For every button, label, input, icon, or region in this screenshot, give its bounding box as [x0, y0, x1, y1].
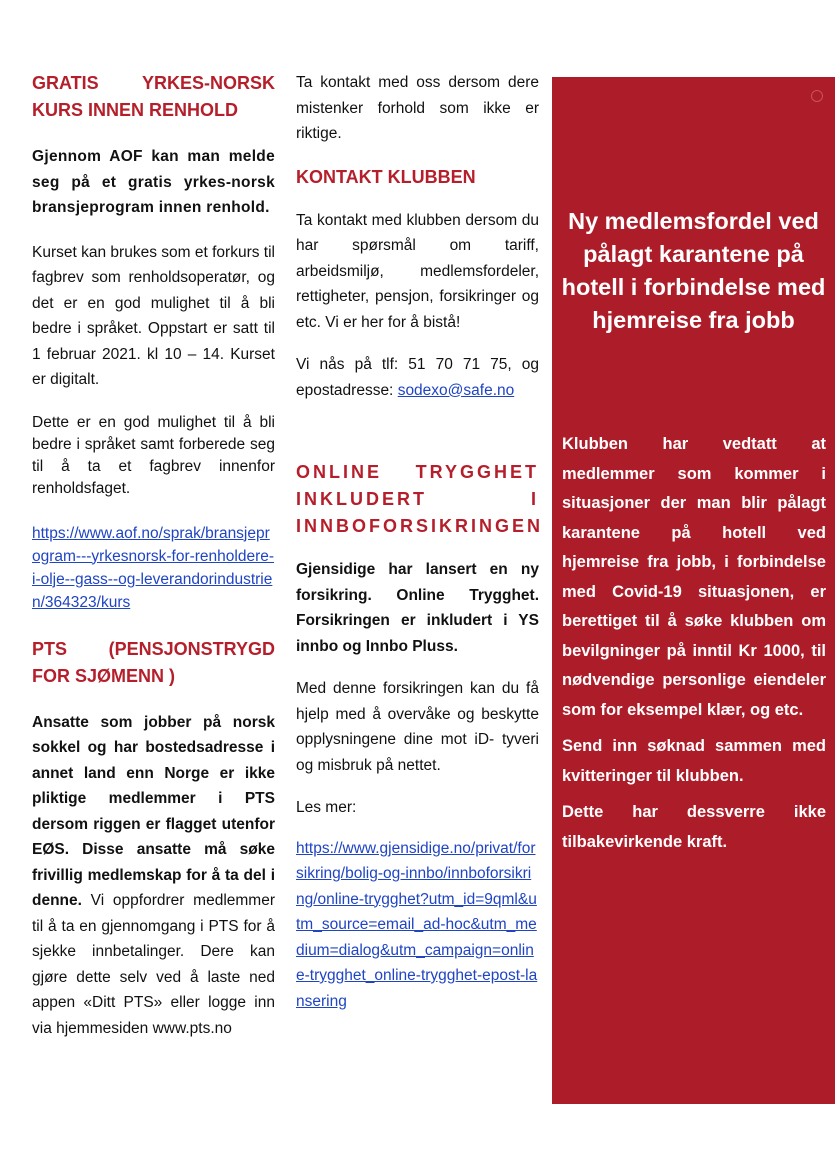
phone-text: Vi nås på tlf: 51 70 71 75, og epostadresse: [296, 356, 539, 399]
sidebar-paragraph-vedtak: Klubben har vedtatt at medlemmer som kommer i situasjoner der man blir pålagt karantene på hotell ved hjemreise fra jobb, i forbindelse med Covid-19 situasjonen, er berettiget til å søke klubben om bevilgninger på inntil Kr 1000, til nødvendige personlige eiendeler som for eksempel klær, og etc. [562, 435, 826, 719]
heading-kontakt-klubben: KONTAKT KLUBBEN [296, 166, 476, 187]
left-column [32, 70, 275, 1041]
paragraph-kontakt-mistanke: Ta kontakt med oss dersom dere mistenker forhold som ikke er riktige. [296, 74, 539, 142]
sidebar-title: Ny medlemsfordel ved pålagt karantene på hotell i forbindelse med hjemreise fra jobb [561, 208, 826, 333]
paragraph-pts [32, 710, 275, 1042]
circle-icon [811, 90, 823, 102]
red-sidebar [552, 77, 835, 1104]
aof-course-link[interactable]: https://www.aof.no/sprak/bransjeprogram---yrkesnorsk-for-renholdere-i-olje--gass--og-leverandorindustrien/364323/kurs [32, 524, 275, 611]
heading-gratis-kurs: GRATIS YRKES-NORSK KURS INNEN RENHOLD [32, 73, 275, 120]
paragraph-aof-link [32, 522, 275, 614]
paragraph-kontakt-info: Ta kontakt med klubben dersom du har spørsmål om tariff, arbeidsmiljø, medlemsfordeler, rettigheter, pensjon, forsikringer og etc. Vi er her for å bistå! [296, 211, 539, 331]
pts-normal-text: Vi oppfordrer medlemmer til å ta en gjennomgang i PTS for å sjekke innbetalinger. Dere kan gjøre dette selv ved å laste ned appen «Ditt PTS» eller logge inn via hjemmesiden www.pts.no [32, 892, 275, 1037]
pts-bold-text: Ansatte som jobber på norsk sokkel og har bostedsadresse i annet land enn Norge er ikke pliktige medlemmer i PTS dersom riggen er flagget utenfor EØS. Disse ansatte må søke frivillig medlemskap for å ta del i denne. [32, 713, 275, 909]
heading-pts: PTS (PENSJONSTRYGD FOR SJØMENN ) [32, 638, 275, 686]
paragraph-contact-details [296, 352, 539, 403]
paragraph-gjensidige: Gjensidige har lansert en ny forsikring. Online Trygghet. Forsikringen er inkludert i YS innbo og Innbo Pluss. [296, 561, 539, 655]
heading-online-trygghet: ONLINE TRYGGHET INKLUDERT I INNBOFORSIKRINGEN [296, 462, 544, 536]
paragraph-forsikring-info: Med denne forsikringen kan du få hjelp med å overvåke og beskytte opplysningene dine mot iD- tyveri og misbruk på nettet. [296, 680, 539, 774]
sidebar-paragraph-kraft: Dette har dessverre ikke tilbakevirkende kraft. [562, 803, 826, 851]
paragraph-aof-intro: Gjennom AOF kan man melde seg på et gratis yrkes-norsk bransjeprogram innen renhold. [32, 148, 275, 216]
paragraph-les-mer: Les mer: [296, 799, 357, 816]
sidebar-paragraph-soknad: Send inn søknad sammen med kvitteringer til klubben. [562, 737, 826, 785]
gjensidige-link[interactable]: https://www.gjensidige.no/privat/forsikring/bolig-og-innbo/innboforsikring/online-trygghet?utm_id=9qml&utm_source=email_ad-hoc&utm_medium=dialog&utm_campaign=online-trygghet_online-trygghet-epost-lansering [296, 839, 538, 1010]
paragraph-gjensidige-link [296, 836, 539, 1015]
sidebar-body [562, 430, 826, 857]
paragraph-kurs-info: Kurset kan brukes som et forkurs til fagbrev som renholdsoperatør, og det er en god mulighet til å bli bedre i språket. Oppstart er satt til 1 februar 2021. kl 10 – 14. Kurset er digitalt. [32, 243, 275, 388]
email-link[interactable]: sodexo@safe.no [397, 381, 515, 399]
middle-column [296, 70, 544, 1014]
paragraph-mulighet: Dette er en god mulighet til å bli bedre i språket samt forberede seg til å ta et fagbrev innenfor renholdsfaget. [32, 413, 275, 497]
